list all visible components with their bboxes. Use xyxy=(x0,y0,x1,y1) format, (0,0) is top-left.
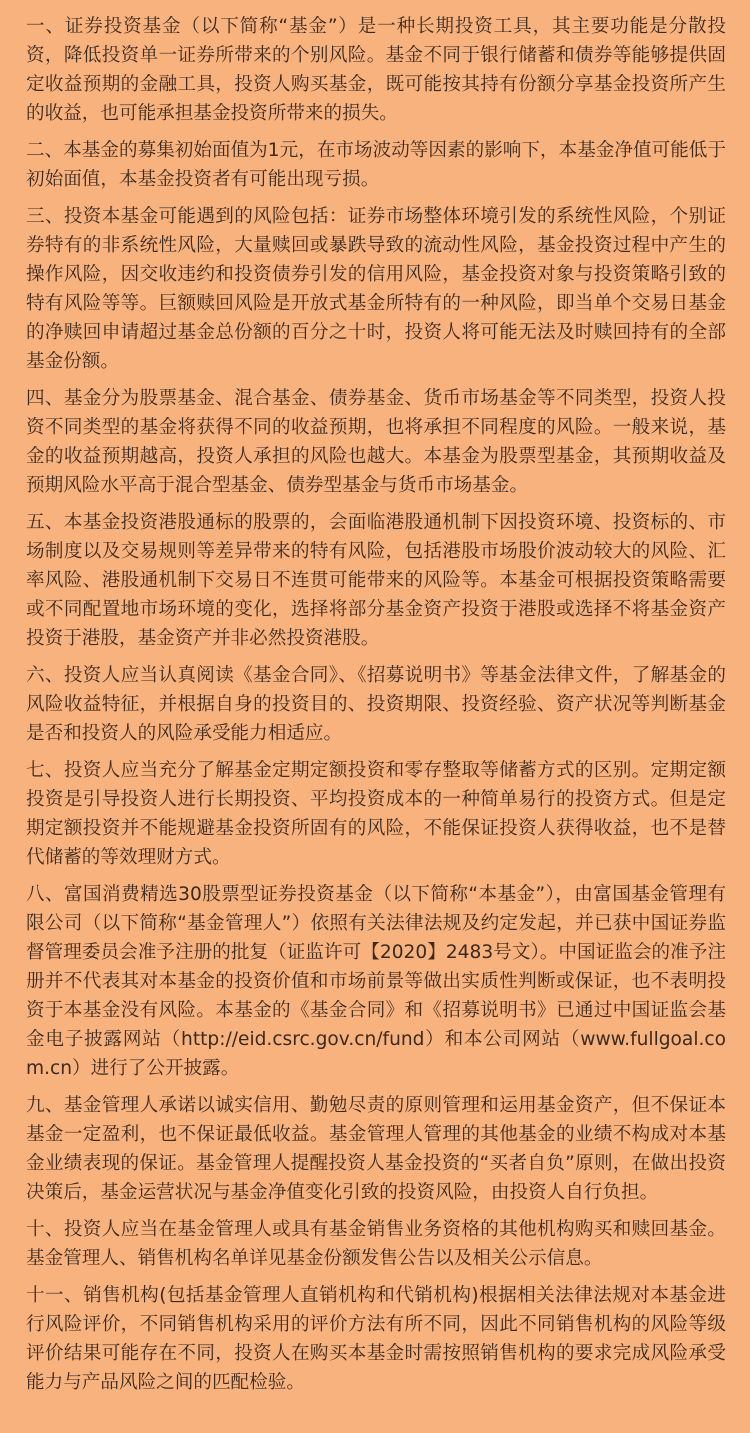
paragraph-5: 五、本基金投资港股通标的股票的，会面临港股通机制下因投资环境、投资标的、市场制度以及交易规则等差异带来的特有风险，包括港股市场股价波动较大的风险、汇率风险、港股通机制下交易日不连贯可能带来的风险等。本基金可根据投资策略需要或不同配置地市场环境的变化，选择将部分基金资产投资于港股或选择不将基金资产投资于港股，基金资产并非必然投资港股。 xyxy=(26,512,726,649)
paragraph-6: 六、投资人应当认真阅读《基金合同》、《招募说明书》等基金法律文件，了解基金的风险收益特征，并根据自身的投资目的、投资期限、投资经验、资产状况等判断基金是否和投资人的风险承受能力相适应。 xyxy=(26,665,726,744)
paragraph-4: 四、基金分为股票基金、混合基金、债券基金、货币市场基金等不同类型，投资人投资不同类型的基金将获得不同的收益预期，也将承担不同程度的风险。一般来说，基金的收益预期越高，投资人承担的风险也越大。本基金为股票型基金，其预期收益及预期风险水平高于混合型基金、债券型基金与货币市场基金。 xyxy=(26,388,726,496)
paragraph-2: 二、本基金的募集初始面值为1元，在市场波动等因素的影响下，本基金净值可能低于初始面值，本基金投资者有可能出现亏损。 xyxy=(26,140,726,190)
paragraph-8: 八、富国消费精选30股票型证券投资基金（以下简称“本基金”），由富国基金管理有限公司（以下简称“基金管理人”）依照有关法律法规及约定发起，并已获中国证券监督管理委员会准予注册的批复（证监许可【2020】2483号文）。中国证监会的准予注册并不代表其对本基金的投资价值和市场前景等做出实质性判断或保证，也不表明投资于本基金没有风险。本基金的《基金合同》和《招募说明书》已通过中国证监会基金电子披露网站（http://eid.csrc.gov.cn/fund）和本公司网站（www.fullgoal.com.cn）进行了公开披露。 xyxy=(26,884,726,1079)
paragraph-3: 三、投资本基金可能遇到的风险包括：证券市场整体环境引发的系统性风险，个别证券特有的非系统性风险，大量赎回或暴跌导致的流动性风险，基金投资过程中产生的操作风险，因交收违约和投资债券引发的信用风险，基金投资对象与投资策略引致的特有风险等等。巨额赎回风险是开放式基金所特有的一种风险，即当单个交易日基金的净赎回申请超过基金总份额的百分之十时，投资人将可能无法及时赎回持有的全部基金份额。 xyxy=(26,206,726,372)
paragraph-1: 一、证券投资基金（以下简称“基金”）是一种长期投资工具，其主要功能是分散投资，降低投资单一证券所带来的个别风险。基金不同于银行储蓄和债券等能够提供固定收益预期的金融工具，投资人购买基金，既可能按其持有份额分享基金投资所产生的收益，也可能承担基金投资所带来的损失。 xyxy=(26,16,726,124)
paragraph-9: 九、基金管理人承诺以诚实信用、勤勉尽责的原则管理和运用基金资产，但不保证本基金一定盈利，也不保证最低收益。基金管理人管理的其他基金的业绩不构成对本基金业绩表现的保证。基金管理人提醒投资人基金投资的“买者自负”原则，在做出投资决策后，基金运营状况与基金净值变化引致的投资风险，由投资人自行负担。 xyxy=(26,1095,726,1203)
paragraph-7: 七、投资人应当充分了解基金定期定额投资和零存整取等储蓄方式的区别。定期定额投资是引导投资人进行长期投资、平均投资成本的一种简单易行的投资方式。但是定期定额投资并不能规避基金投资所固有的风险，不能保证投资人获得收益，也不是替代储蓄的等效理财方式。 xyxy=(26,760,726,868)
paragraph-10: 十、投资人应当在基金管理人或具有基金销售业务资格的其他机构购买和赎回基金。基金管理人、销售机构名单详见基金份额发售公告以及相关公示信息。 xyxy=(26,1219,726,1269)
paragraph-11: 十一、销售机构(包括基金管理人直销机构和代销机构)根据相关法律法规对本基金进行风险评价，不同销售机构采用的评价方法有所不同，因此不同销售机构的风险等级评价结果可能存在不同，投资人在购买本基金时需按照销售机构的要求完成风险承受能力与产品风险之间的匹配检验。 xyxy=(26,1285,726,1393)
